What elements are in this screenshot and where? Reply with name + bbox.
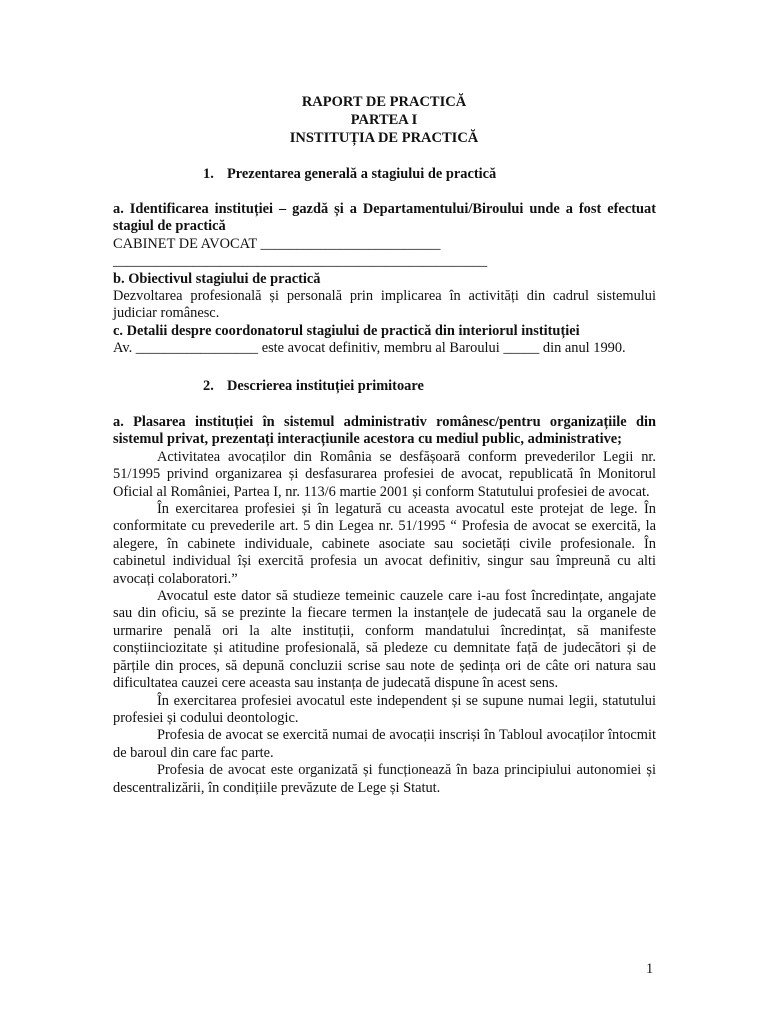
- section-1-title: Prezentarea generală a stagiului de practică: [227, 166, 497, 182]
- body-paragraph: Avocatul este dator să studieze temeinic cauzele care i-au fost încredințate, angajate sau din oficiu, să se prezinte la fiecare termen la instanțele de judecată sau la organele de urmarire penală ori la alte instituții, conform mandatului încredințat, să manifeste conștiinciozitate și atitudine profesională, să pledeze cu demnitate față de judecători și de părțile din proces, să depună concluzii scrise sau note de ședința ori de câte ori natura sau dificultatea cauzei cere aceasta sau instanța de judecată dispune în acest sens.: [113, 588, 656, 692]
- title-line-part: PARTEA I: [350, 112, 418, 128]
- section-2-content: [113, 414, 656, 797]
- body-paragraph: Profesia de avocat este organizată și funcționează în baza principiului autonomiei și descentralizării, în condițiile prevăzute de Lege și Statut.: [113, 762, 656, 796]
- section-2-number: 2.: [203, 378, 214, 394]
- section-1-number: 1.: [203, 166, 214, 182]
- subsection-2a-heading: a. Plasarea instituției în sistemul administrativ românesc/pentru organizațiile din sistemul privat, prezentați interacțiunile acestora cu mediul public, administrative;: [113, 414, 656, 448]
- page-number: 1: [646, 961, 654, 977]
- title-line-institution: INSTITUȚIA DE PRACTICĂ: [289, 130, 479, 146]
- subsection-1c-heading: c. Detalii despre coordonatorul stagiului de practică din interiorul instituției: [113, 322, 580, 339]
- body-paragraph: În exercitarea profesiei și în legatură cu aceasta avocatul este protejat de lege. În conformitate cu prevederile art. 5 din Legea nr. 51/1995 “ Profesia de avocat se exercită, la alegere, în cabinete individuale, cabinete asociate sau societăți civile profesionale. În cabinetul individual își exercită profesia un avocat definitiv, singur sau împreună cu alti avocați colaboratori.”: [113, 501, 656, 587]
- host-institution-line: CABINET DE AVOCAT _________________________: [113, 235, 441, 252]
- document-title: [0, 93, 768, 147]
- body-paragraph: Activitatea avocaților din România se desfășoară conform prevederilor Legii nr. 51/1995 privind organizarea și desfasurarea profesiei de avocat, republicată în Monitorul Oficial al României, Partea I, nr. 113/6 martie 2001 și conform Statutului profesiei de avocat.: [113, 448, 656, 500]
- section-2-title: Descrierea instituției primitoare: [227, 378, 424, 394]
- section-2-heading: [203, 378, 424, 395]
- title-line-report: RAPORT DE PRACTICĂ: [301, 94, 467, 110]
- body-paragraph: Profesia de avocat se exercită numai de avocații inscriși în Tabloul avocaților întocmit de baroul din care fac parte.: [113, 727, 656, 761]
- section-1-content: [113, 201, 656, 358]
- section-1-heading: [203, 166, 496, 183]
- subsection-1a-heading: a. Identificarea instituției – gazdă și a Departamentului/Biroului unde a fost efectuat stagiul de practică: [113, 201, 656, 235]
- body-paragraph: În exercitarea profesiei avocatul este independent și se supune numai legii, statutului profesiei și codului deontologic.: [113, 692, 656, 726]
- coordinator-text: Av. _________________ este avocat definitiv, membru al Baroului _____ din anul 1990.: [113, 340, 626, 357]
- objective-text: Dezvoltarea profesională și personală prin implicarea în activități din cadrul sistemului judiciar românesc.: [113, 288, 656, 322]
- host-department-blank-line: ____________________________________________________: [113, 253, 488, 270]
- subsection-1b-heading: b. Obiectivul stagiului de practică: [113, 270, 321, 287]
